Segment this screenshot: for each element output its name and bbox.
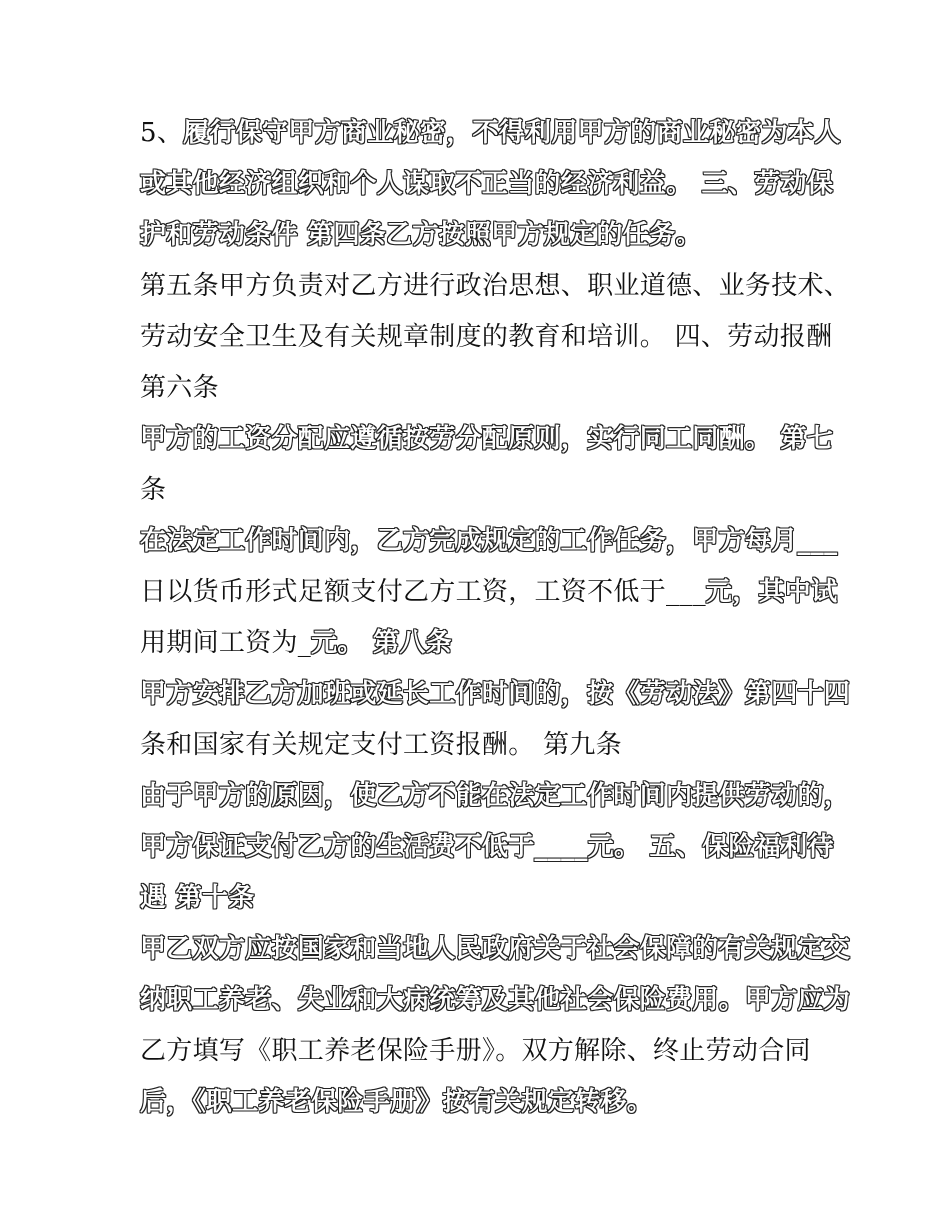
text-line [140, 622, 830, 673]
text-line: 第六条 [140, 373, 219, 403]
text-line: 劳动安全卫生及有关规章制度的教育和培训。 四、劳动报酬 [140, 322, 833, 352]
text-line: 甲方保证支付乙方的生活费不低于____元。 五、保险福利待 [140, 832, 834, 862]
text-line [140, 571, 838, 622]
text-line: 甲方安排乙方加班或延长工作时间的，按《劳动法》第四十四 [140, 679, 851, 709]
text-segment: 5、 [140, 118, 184, 148]
contract-text-block [140, 112, 851, 1132]
text-line: 护和劳动条件 第四条乙方按照甲方规定的任务。 [140, 220, 702, 250]
text-line: 遇 第十条 [140, 883, 255, 913]
text-line: 乙方填写《职工养老保险手册》。双方解除、终止劳动合同 [140, 1036, 811, 1066]
text-segment: 元，其中试 [705, 577, 838, 607]
text-line: 条 [140, 475, 167, 505]
text-segment: 用期间工资为_ [140, 628, 312, 658]
text-line: 后，《职工养老保险手册》按有关规定转移。 [140, 1087, 654, 1117]
text-line: 在法定工作时间内，乙方完成规定的工作任务，甲方每月___ [140, 526, 838, 556]
text-line: 由于甲方的原因，使乙方不能在法定工作时间内提供劳动的， [140, 781, 851, 811]
text-line: 或其他经济组织和个人谋取不正当的经济利益。 三、劳动保 [140, 169, 834, 199]
text-line: 甲乙双方应按国家和当地人民政府关于社会保障的有关规定交 [140, 934, 851, 964]
text-line: 条和国家有关规定支付工资报酬。 第九条 [140, 730, 622, 760]
text-segment: 元。 第八条 [311, 628, 452, 658]
text-line [140, 112, 841, 163]
text-line: 甲方的工资分配应遵循按劳分配原则，实行同工同酬。 第七 [140, 424, 834, 454]
text-segment: 履行保守甲方商业秘密，不得利用甲方的商业秘密为本人 [183, 118, 841, 148]
text-line: 纳职工养老、失业和大病统筹及其他社会保险费用。甲方应为 [140, 985, 851, 1015]
text-segment: 日以货币形式足额支付乙方工资，工资不低于___ [140, 577, 706, 607]
text-line: 第五条甲方负责对乙方进行政治思想、职业道德、业务技术、 [140, 271, 851, 301]
